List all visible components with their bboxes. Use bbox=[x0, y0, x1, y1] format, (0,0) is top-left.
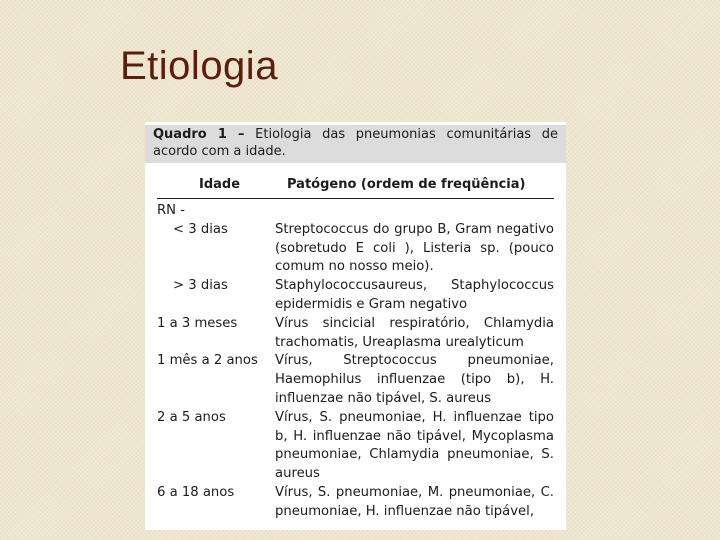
age-cell: > 3 dias bbox=[173, 278, 228, 294]
table-row bbox=[157, 315, 554, 353]
pathogen-cell: Vírus, S. pneumoniae, H. influenzae tipo b, H. influenzae não tipável, Mycoplasma pneumoniae, Chlamydia pneumoniae, S. aureus bbox=[275, 409, 554, 482]
table-row bbox=[157, 277, 554, 315]
age-cell: 1 mês a 2 anos bbox=[157, 353, 258, 369]
slide-title: Etiologia bbox=[120, 44, 278, 88]
caption-line-2: acordo com a idade. bbox=[153, 144, 286, 159]
table-row bbox=[157, 409, 554, 484]
age-cell: 2 a 5 anos bbox=[157, 409, 226, 425]
table-body bbox=[157, 202, 554, 522]
caption-line-1 bbox=[153, 126, 558, 143]
table-caption bbox=[145, 125, 566, 163]
header-pathogen: Patógeno (ordem de freqüência) bbox=[287, 177, 526, 192]
age-cell: < 3 dias bbox=[173, 221, 228, 237]
pathogen-cell: Vírus sincicial respiratório, Chlamydia trachomatis, Ureaplasma urealyticum bbox=[275, 315, 554, 350]
caption-label: Quadro 1 – bbox=[153, 127, 245, 142]
pathogen-cell: Vírus, Streptococcus pneumoniae, Haemophilus influenzae (tipo b), H. influenzae não tipável, S. aureus bbox=[275, 353, 554, 406]
etiology-table bbox=[145, 122, 566, 530]
table-row bbox=[157, 484, 554, 522]
table-row bbox=[157, 352, 554, 408]
table-row bbox=[157, 221, 554, 277]
age-cell: 6 a 18 anos bbox=[157, 484, 235, 500]
table-row bbox=[157, 202, 554, 221]
pathogen-cell: Staphylococcusaureus, Staphylococcus epidermidis e Gram negativo bbox=[275, 278, 554, 312]
caption-text: Etiologia das pneumonias comunitárias de bbox=[255, 127, 558, 142]
pathogen-cell: Vírus, S. pneumoniae, M. pneumoniae, C. pneumoniae, H. influenzae não tipável, bbox=[275, 484, 554, 519]
age-cell: 1 a 3 meses bbox=[157, 315, 238, 331]
rn-label: RN - bbox=[157, 203, 185, 218]
pathogen-cell: Streptococcus do grupo B, Gram negativo (sobretudo E coli ), Listeria sp. (pouco comum no nosso meio). bbox=[275, 221, 554, 275]
header-age: Idade bbox=[199, 177, 241, 192]
table-header bbox=[157, 177, 554, 199]
